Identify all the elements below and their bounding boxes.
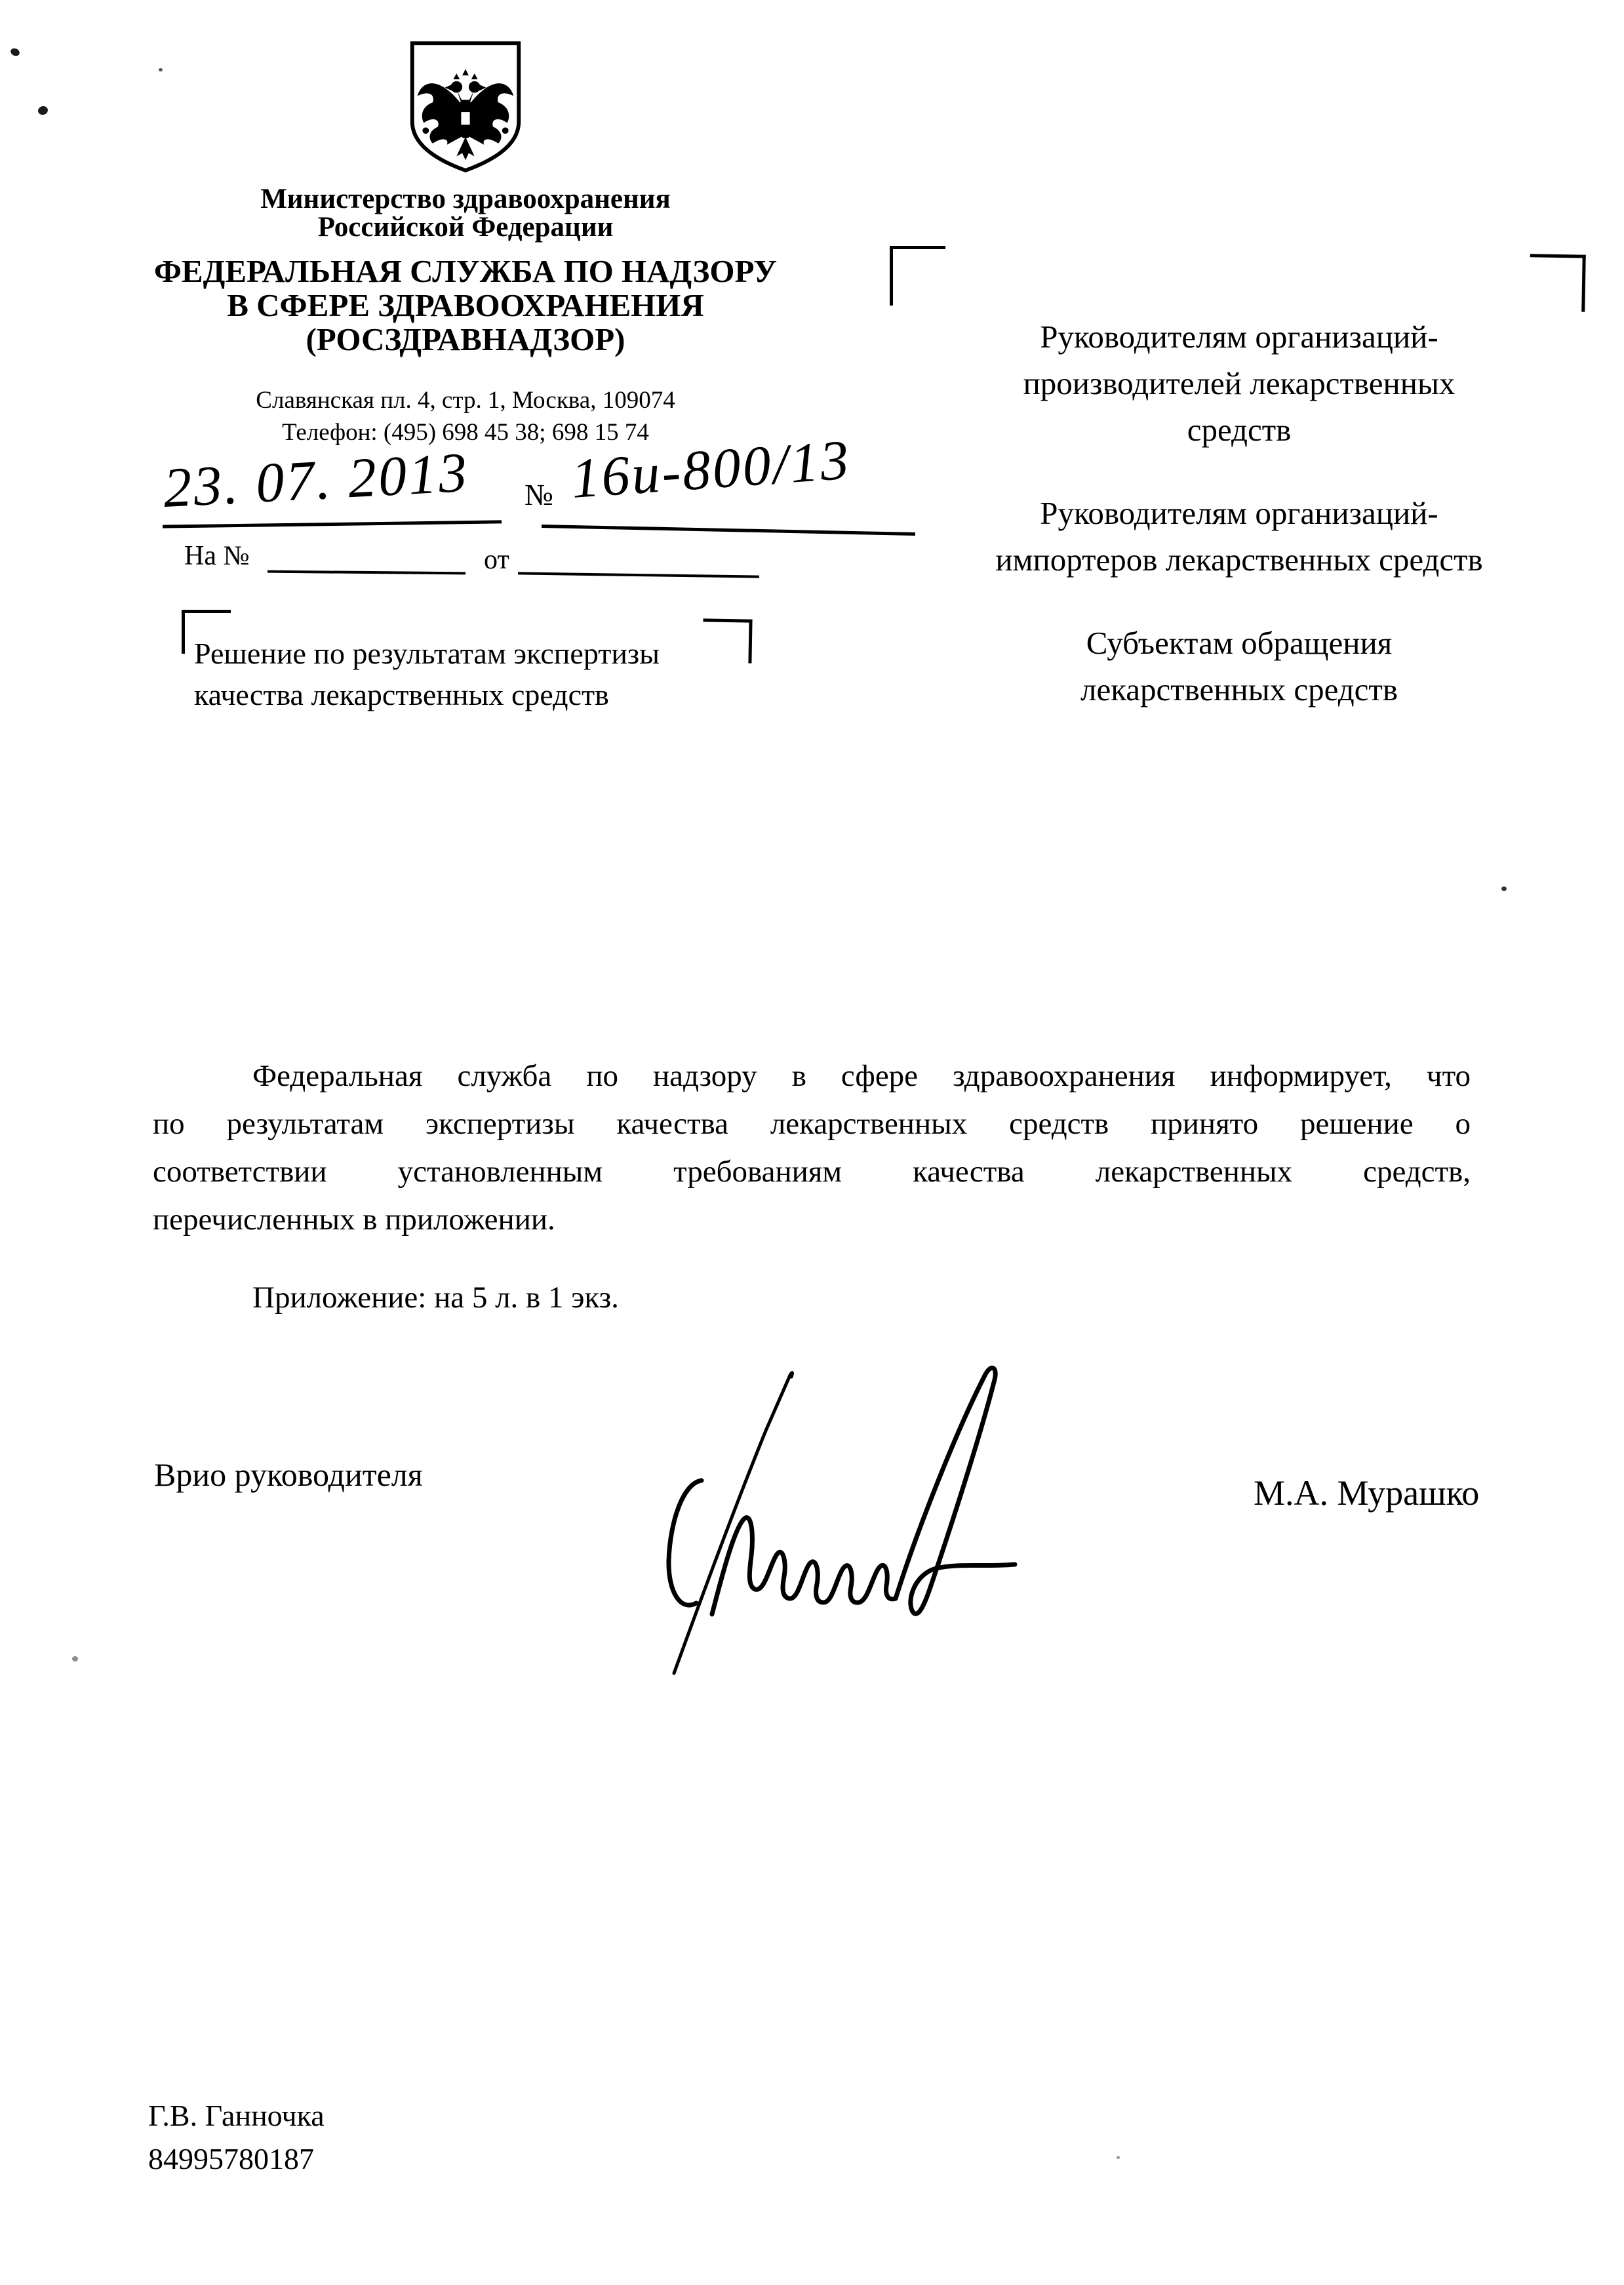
number-underline: [542, 525, 915, 536]
subject-line2: качества лекарственных средств: [194, 678, 609, 711]
signer-name: М.А. Мурашко: [1254, 1473, 1480, 1513]
reply-number-blank: [267, 570, 465, 575]
scan-speck: [1117, 2156, 1120, 2159]
body-paragraph: [153, 1052, 1471, 1244]
scan-speck: [1501, 886, 1507, 891]
scan-speck: [72, 1656, 78, 1661]
scan-speck: [9, 47, 20, 58]
addressee-line: импортеров лекарственных средств: [995, 542, 1483, 578]
reply-date-blank: [518, 572, 759, 578]
executor-phone: 84995780187: [148, 2142, 314, 2176]
signer-position: Врио руководителя: [154, 1456, 423, 1493]
attachment-note: Приложение: на 5 л. в 1 экз.: [252, 1281, 619, 1315]
reply-to-number-label: На №: [184, 541, 250, 571]
number-sign: №: [525, 478, 553, 511]
body-line: перечисленных в приложении.: [153, 1202, 555, 1237]
addressee-corner-bracket-right: [1529, 254, 1586, 311]
scan-speck: [37, 105, 49, 115]
body-line: по результатам экспертизы качества лекарственных средств принято решение о: [153, 1107, 1471, 1141]
service-name-line1: ФЕДЕРАЛЬНАЯ СЛУЖБА ПО НАДЗОРУ: [153, 253, 778, 289]
addressee-corner-bracket-left: [890, 246, 945, 306]
executor-block: [148, 2094, 325, 2181]
body-line: Федеральная служба по надзору в сфере здравоохранения информирует, что: [252, 1059, 1471, 1093]
subject-block: [194, 633, 738, 715]
service-name-line3: (РОСЗДРАВНАДЗОР): [306, 321, 625, 357]
letterhead: [98, 38, 833, 448]
addressee-line: Субъектам обращения: [1086, 625, 1393, 661]
subject-line1: Решение по результатам экспертизы: [194, 637, 660, 670]
addressee-group-subjects: [918, 620, 1560, 713]
executor-name: Г.В. Ганночка: [148, 2099, 325, 2132]
addressee-line: средств: [1187, 412, 1292, 448]
coat-of-arms-icon: [405, 38, 526, 176]
phone-line: Телефон: (495) 698 45 38; 698 15 74: [282, 419, 649, 446]
body-line: соответствии установленным требованиям качества лекарственных средств,: [153, 1155, 1471, 1189]
addressee-line: производителей лекарственных: [1023, 365, 1456, 401]
addressee-block: [918, 313, 1560, 749]
ministry-name-line2: Российской Федерации: [317, 212, 614, 243]
reply-from-label: от: [484, 545, 509, 575]
ministry-name-line1: Министерство здравоохранения: [260, 184, 671, 214]
addressee-line: Руководителям организаций-: [1040, 495, 1438, 531]
addressee-line: лекарственных средств: [1080, 671, 1398, 707]
date-underline: [163, 520, 502, 528]
addressee-line: Руководителям организаций-: [1040, 319, 1438, 355]
postal-address: Славянская пл. 4, стр. 1, Москва, 109074: [256, 387, 675, 414]
handwritten-outgoing-number: 16и-800/13: [569, 427, 853, 511]
service-name-line2: В СФЕРЕ ЗДРАВООХРАНЕНИЯ: [227, 287, 704, 323]
addressee-group-manufacturers: [918, 313, 1560, 453]
addressee-group-importers: [918, 490, 1560, 583]
handwritten-date: 23. 07. 2013: [161, 440, 471, 520]
